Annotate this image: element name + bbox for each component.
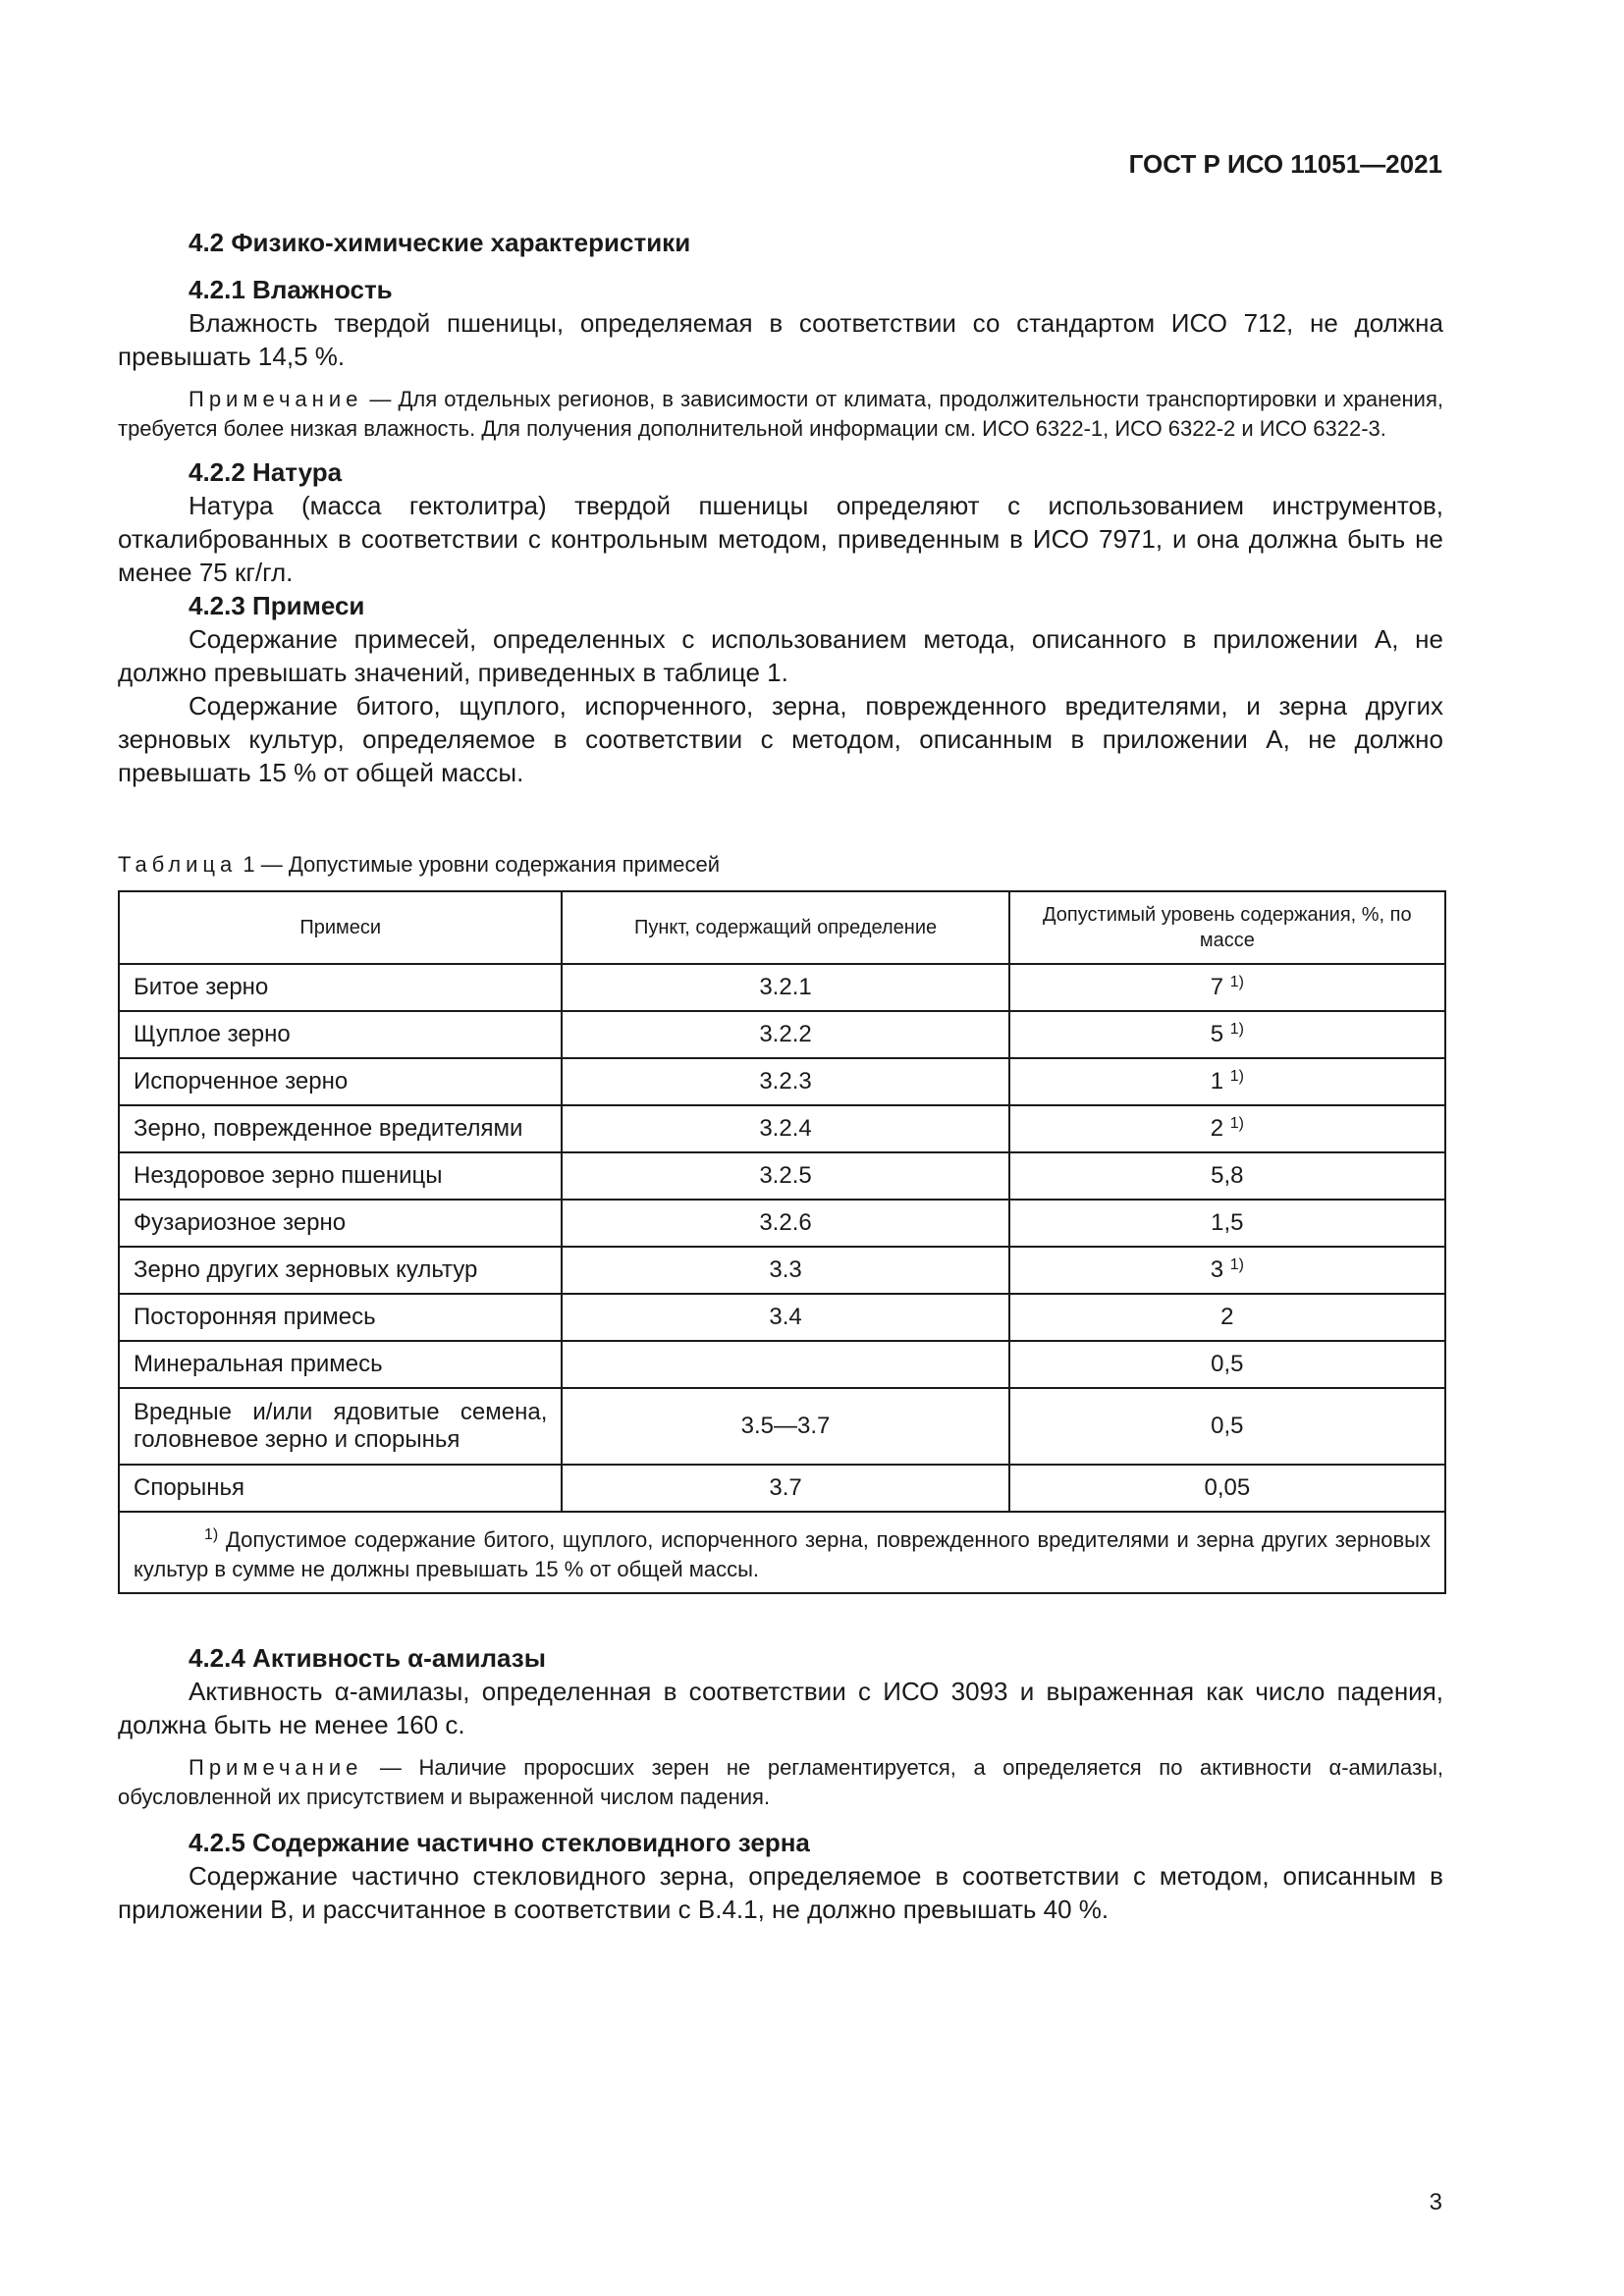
footnote-ref: 1): [1229, 974, 1244, 990]
section-title: 4.2 Физико-химические характеристики: [189, 228, 691, 257]
table-row: [119, 1294, 1445, 1341]
note-moisture: [118, 385, 1443, 444]
note-amylase: [118, 1753, 1443, 1812]
permitted-level: 1 $^{1)}$: [1009, 1058, 1445, 1105]
footnote-ref: 1): [1229, 1021, 1244, 1038]
page-number: 3: [1429, 2189, 1442, 2216]
table-footnote-row: [119, 1512, 1445, 1593]
subsection-title-4-2-4: 4.2.4 Активность α-амилазы: [189, 1643, 546, 1673]
lower-text-block: [118, 1641, 1443, 1926]
impurity-name: Зерно других зерновых культур: [119, 1247, 562, 1294]
permitted-level: 3 $^{1)}$: [1009, 1247, 1445, 1294]
footnote-text: Допустимое содержание битого, щуплого, испорченного зерна, поврежденного вредителями и зерна других зерновых культур в сумме не должны превышать 15 % от общей массы.: [134, 1527, 1431, 1581]
paragraph-impurities-2: Содержание битого, щуплого, испорченного, зерна, поврежденного вредителями, и зерна других зерновых культур, определяемое в соответствии с методом, описанным в приложении А, не должно превышать 15 % от общей массы.: [118, 691, 1443, 787]
table-row: [119, 1011, 1445, 1058]
clause-number: 3.5—3.7: [562, 1388, 1008, 1465]
clause-number: 3.2.4: [562, 1105, 1008, 1152]
table-caption: [118, 852, 720, 878]
table-header-cell: Пункт, содержащий определение: [562, 891, 1008, 964]
table-row: [119, 1200, 1445, 1247]
main-text-block: [118, 226, 1443, 789]
impurity-name: Испорченное зерно: [119, 1058, 562, 1105]
clause-number: 3.3: [562, 1247, 1008, 1294]
impurity-name: Зерно, поврежденное вредителями: [119, 1105, 562, 1152]
impurity-name: Щуплое зерно: [119, 1011, 562, 1058]
table-header-row: [119, 891, 1445, 964]
permitted-level: 5,8: [1009, 1152, 1445, 1200]
table-caption-text: 1 — Допустимые уровни содержания примесей: [237, 852, 721, 877]
permitted-level: 0,05: [1009, 1465, 1445, 1512]
table-row: [119, 1058, 1445, 1105]
clause-number: [562, 1341, 1008, 1388]
impurity-name: Фузариозное зерно: [119, 1200, 562, 1247]
clause-number: 3.2.5: [562, 1152, 1008, 1200]
paragraph-vitreous: Содержание частично стекловидного зерна, определяемое в соответствии с методом, описанным в приложении В, и рассчитанное в соответствии с В.4.1, не должно превышать 40 %.: [118, 1861, 1443, 1924]
impurity-name: Посторонняя примесь: [119, 1294, 562, 1341]
table-row: [119, 1152, 1445, 1200]
clause-number: 3.7: [562, 1465, 1008, 1512]
table-header-cell: Примеси: [119, 891, 562, 964]
impurity-name: Спорынья: [119, 1465, 562, 1512]
permitted-level: 7 $^{1)}$: [1009, 964, 1445, 1011]
footnote-ref: 1): [1229, 1256, 1244, 1273]
subsection-title-4-2-5: 4.2.5 Содержание частично стекловидного зерна: [189, 1828, 810, 1857]
table-row: [119, 1388, 1445, 1465]
note-label: Примечание: [189, 1755, 363, 1780]
document-header: ГОСТ Р ИСО 11051—2021: [1128, 149, 1442, 179]
permitted-level: 0,5: [1009, 1341, 1445, 1388]
impurity-name: Минеральная примесь: [119, 1341, 562, 1388]
clause-number: 3.2.3: [562, 1058, 1008, 1105]
impurities-table: [118, 890, 1446, 1594]
subsection-title-4-2-1: 4.2.1 Влажность: [189, 275, 393, 304]
paragraph-impurities-1: Содержание примесей, определенных с использованием метода, описанного в приложении А, не должно превышать значений, приведенных в таблице 1.: [118, 624, 1443, 687]
table-caption-label: Таблица: [118, 852, 238, 877]
table-row: [119, 1105, 1445, 1152]
clause-number: 3.2.2: [562, 1011, 1008, 1058]
table-row: [119, 964, 1445, 1011]
table-row: [119, 1465, 1445, 1512]
note-label: Примечание: [189, 387, 363, 411]
paragraph-test-weight: Натура (масса гектолитра) твердой пшеницы определяют с использованием инструментов, откалиброванных в соответствии с контрольным методом, приведенным в ИСО 7971, и она должна быть не менее 75 кг/гл.: [118, 491, 1443, 587]
clause-number: 3.2.1: [562, 964, 1008, 1011]
impurity-name: Нездоровое зерно пшеницы: [119, 1152, 562, 1200]
impurity-name: Битое зерно: [119, 964, 562, 1011]
note-text: — Наличие проросших зерен не регламентируется, а определяется по активности α-амилазы, обусловленной их присутствием и выраженной числом падения.: [118, 1755, 1443, 1809]
subsection-title-4-2-3: 4.2.3 Примеси: [189, 591, 365, 620]
table-footnote: [119, 1512, 1445, 1593]
table-row: [119, 1341, 1445, 1388]
permitted-level: 0,5: [1009, 1388, 1445, 1465]
permitted-level: 5 $^{1)}$: [1009, 1011, 1445, 1058]
clause-number: 3.2.6: [562, 1200, 1008, 1247]
subsection-title-4-2-2: 4.2.2 Натура: [189, 457, 343, 487]
footnote-ref: 1): [1229, 1068, 1244, 1085]
table-header-cell: Допустимый уровень содержания, %, по массе: [1009, 891, 1445, 964]
permitted-level: 1,5: [1009, 1200, 1445, 1247]
paragraph-amylase: Активность α-амилазы, определенная в соответствии с ИСО 3093 и выраженная как число падения, должна быть не менее 160 с.: [118, 1677, 1443, 1739]
impurity-name: Вредные и/или ядовитые семена, головневое зерно и спорынья: [119, 1388, 562, 1465]
footnote-ref: 1): [1229, 1115, 1244, 1132]
table-row: [119, 1247, 1445, 1294]
note-text: — Для отдельных регионов, в зависимости от климата, продолжительности транспортировки и хранения, требуется более низкая влажность. Для получения дополнительной информации см. ИСО 6322-1, ИСО 6322-2 и ИСО 6322-3.: [118, 387, 1443, 441]
footnote-mark: 1): [204, 1526, 219, 1543]
clause-number: 3.4: [562, 1294, 1008, 1341]
permitted-level: 2 $^{1)}$: [1009, 1105, 1445, 1152]
paragraph-moisture: Влажность твердой пшеницы, определяемая в соответствии со стандартом ИСО 712, не должна превышать 14,5 %.: [118, 308, 1443, 371]
permitted-level: 2: [1009, 1294, 1445, 1341]
